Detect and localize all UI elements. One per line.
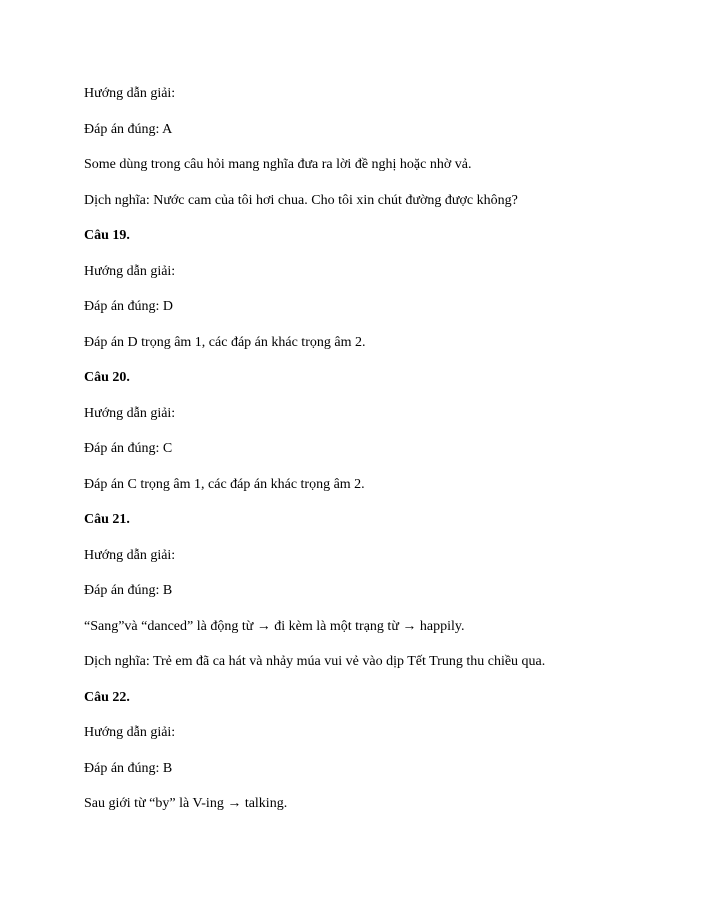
- correct-answer: Đáp án đúng: B: [84, 583, 173, 598]
- solution-guide-label: Hướng dẫn giải:: [84, 547, 176, 563]
- question-heading-19: Câu 19.: [84, 228, 130, 243]
- translation-text: Dịch nghĩa: Trẻ em đã ca hát và nhảy múa vui vẻ vào dịp Tết Trung thu chiều qua.: [84, 654, 546, 669]
- solution-guide-label: Hướng dẫn giải:: [84, 86, 176, 101]
- correct-answer: Đáp án đúng: B: [84, 760, 173, 776]
- translation-text: Dịch nghĩa: Nước cam của tôi hơi chua. Cho tôi xin chút đường được không?: [84, 192, 518, 208]
- explanation-text: Some dùng trong câu hỏi mang nghĩa đưa ra lời đề nghị hoặc nhờ vả.: [84, 157, 472, 172]
- correct-answer: Đáp án đúng: A: [84, 121, 173, 137]
- explanation-text: “Sang”và “danced” là động từ → đi kèm là một trạng từ → happily.: [84, 618, 465, 634]
- explanation-text: Đáp án D trọng âm 1, các đáp án khác trọng âm 2.: [84, 334, 366, 350]
- solution-guide-label: Hướng dẫn giải:: [84, 263, 176, 279]
- question-heading-20: Câu 20.: [84, 370, 130, 385]
- correct-answer: Đáp án đúng: C: [84, 441, 173, 456]
- question-heading-22: Câu 22.: [84, 689, 130, 705]
- correct-answer: Đáp án đúng: D: [84, 299, 174, 314]
- solution-guide-label: Hướng dẫn giải:: [84, 405, 176, 421]
- explanation-text: Đáp án C trọng âm 1, các đáp án khác trọng âm 2.: [84, 476, 365, 492]
- solution-guide-label: Hướng dẫn giải:: [84, 725, 176, 740]
- question-heading-21: Câu 21.: [84, 512, 130, 527]
- document-page: [84, 84, 684, 830]
- explanation-text: Sau giới từ “by” là V-ing → talking.: [84, 796, 288, 811]
